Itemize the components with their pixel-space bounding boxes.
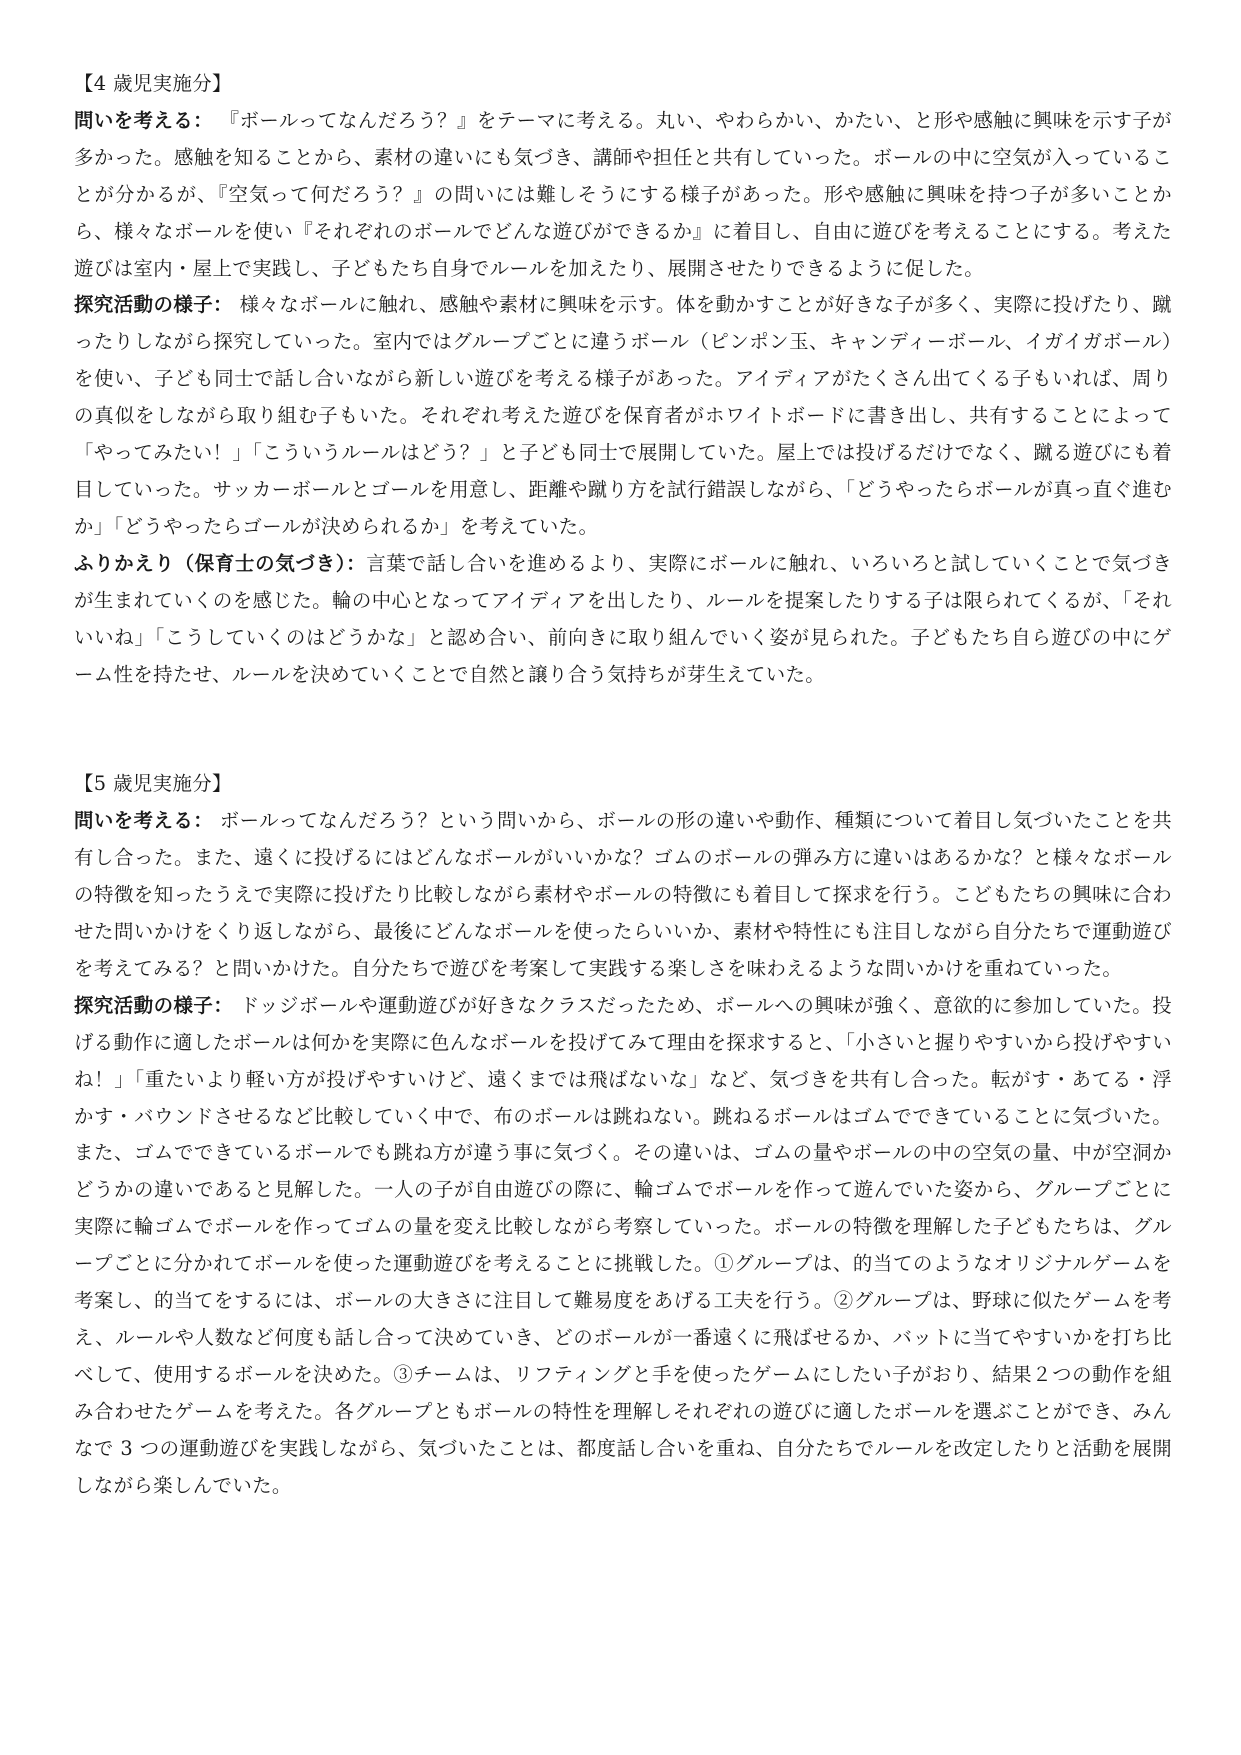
- paragraph-label: 探究活動の様子：: [74, 293, 233, 317]
- paragraph-label: ふりかえり（保育士の気づき）：: [74, 551, 367, 575]
- paragraph-label: 問いを考える：: [74, 108, 214, 132]
- section-heading-age-4: 【4 歳児実施分】: [74, 72, 232, 95]
- section-age-4: [74, 66, 1172, 693]
- paragraph-inquiry-activity: [74, 988, 1172, 1505]
- section-heading-age-5: 【5 歳児実施分】: [74, 772, 232, 796]
- paragraph-text: ボールってなんだろう？という問いから、ボールの形の違いや動作、種類について着目し気づいたことを共有し合った。また、遠くに投げるにはどんなボールがいいかな？ゴムのボールの弾み方に違いはあるかな？と様々なボールの特徴を知ったうえで実際に投げたり比較しながら素材やボールの特徴にも着目して探求を行う。こどもたちの興味に合わせた問いかけをくり返しながら、最後にどんなボールを使ったらいいか、素材や特性にも注目しながら自分たちで運動遊びを考えてみる？と問いかけた。自分たちで遊びを考案して実践する楽しさを味わえるような問いかけを重ねていった。: [74, 809, 1172, 980]
- paragraph-label: 問いを考える：: [74, 809, 214, 833]
- section-age-5: [74, 766, 1172, 1504]
- section-spacer: [74, 693, 1172, 766]
- paragraph-text: 『ボールってなんだろう？』をテーマに考える。丸い、やわらかい、かたい、と形や感触に興味を示す子が多かった。感触を知ることから、素材の違いにも気づき、講師や担任と共有していった。ボールの中に空気が入っていることが分かるが、『空気って何だろう？』の問いには難しそうにする様子があった。形や感触に興味を持つ子が多いことから、様々なボールを使い『それぞれのボールでどんな遊びができるか』に着目し、自由に遊びを考えることにする。考えた遊びは室内・屋上で実践し、子どもたち自身でルールを加えたり、展開させたりできるように促した。: [74, 108, 1172, 280]
- paragraph-reflection: [74, 546, 1172, 694]
- document-page: [74, 66, 1172, 1505]
- paragraph-question: [74, 103, 1172, 288]
- paragraph-text: 様々なボールに触れ、感触や素材に興味を示す。体を動かすことが好きな子が多く、実際に投げたり、蹴ったりしながら探究していった。室内ではグループごとに違うボール（ピンポン玉、キャンディーボール、イガイガボール）を使い、子ども同士で話し合いながら新しい遊びを考える様子があった。アイディアがたくさん出てくる子もいれば、周りの真似をしながら取り組む子もいた。それぞれ考えた遊びを保育者がホワイトボードに書き出し、共有することによって「やってみたい！」「こういうルールはどう？」と子ども同士で展開していた。屋上では投げるだけでなく、蹴る遊びにも着目していった。サッカーボールとゴールを用意し、距離や蹴り方を試行錯誤しながら、「どうやったらボールが真っ直ぐ進むか」「どうやったらゴールが決められるか」を考えていた。: [74, 293, 1172, 538]
- paragraph-question: [74, 803, 1172, 988]
- paragraph-label: 探究活動の様子：: [74, 993, 234, 1017]
- paragraph-inquiry-activity: [74, 287, 1172, 545]
- paragraph-text: 言葉で話し合いを進めるより、実際にボールに触れ、いろいろと試していくことで気づきが生まれていくのを感じた。輪の中心となってアイディアを出したり、ルールを提案したりする子は限られてくるが、「それいいね」「こうしていくのはどうかな」と認め合い、前向きに取り組んでいく姿が見られた。子どもたち自ら遊びの中にゲーム性を持たせ、ルールを決めていくことで自然と譲り合う気持ちが芽生えていた。: [74, 551, 1172, 686]
- paragraph-text: ドッジボールや運動遊びが好きなクラスだったため、ボールへの興味が強く、意欲的に参加していた。投げる動作に適したボールは何かを実際に色んなボールを投げてみて理由を探求すると、「小さいと握りやすいから投げやすいね！」「重たいより軽い方が投げやすいけど、遠くまでは飛ばないな」など、気づきを共有し合った。転がす・あてる・浮かす・バウンドさせるなど比較していく中で、布のボールは跳ねない。跳ねるボールはゴムでできていることに気づいた。また、ゴムでできているボールでも跳ね方が違う事に気づく。その違いは、ゴムの量やボールの中の空気の量、中が空洞かどうかの違いであると見解した。一人の子が自由遊びの際に、輪ゴムでボールを作って遊んでいた姿から、グループごとに実際に輪ゴムでボールを作ってゴムの量を変え比較しながら考察していった。ボールの特徴を理解した子どもたちは、グループごとに分かれてボールを使った運動遊びを考えることに挑戦した。①グループは、的当てのようなオリジナルゲームを考案し、的当てをするには、ボールの大きさに注目して難易度をあげる工夫を行う。②グループは、野球に似たゲームを考え、ルールや人数など何度も話し合って決めていき、どのボールが一番遠くに飛ばせるか、バットに当てやすいかを打ち比べして、使用するボールを決めた。③チームは、リフティングと手を使ったゲームにしたい子がおり、結果２つの動作を組み合わせたゲームを考えた。各グループともボールの特性を理解しそれぞれの遊びに適したボールを選ぶことができ、みんなで 3 つの運動遊びを実践しながら、気づいたことは、都度話し合いを重ね、自分たちでルールを改定したりと活動を展開しながら楽しんでいた。: [74, 993, 1172, 1497]
